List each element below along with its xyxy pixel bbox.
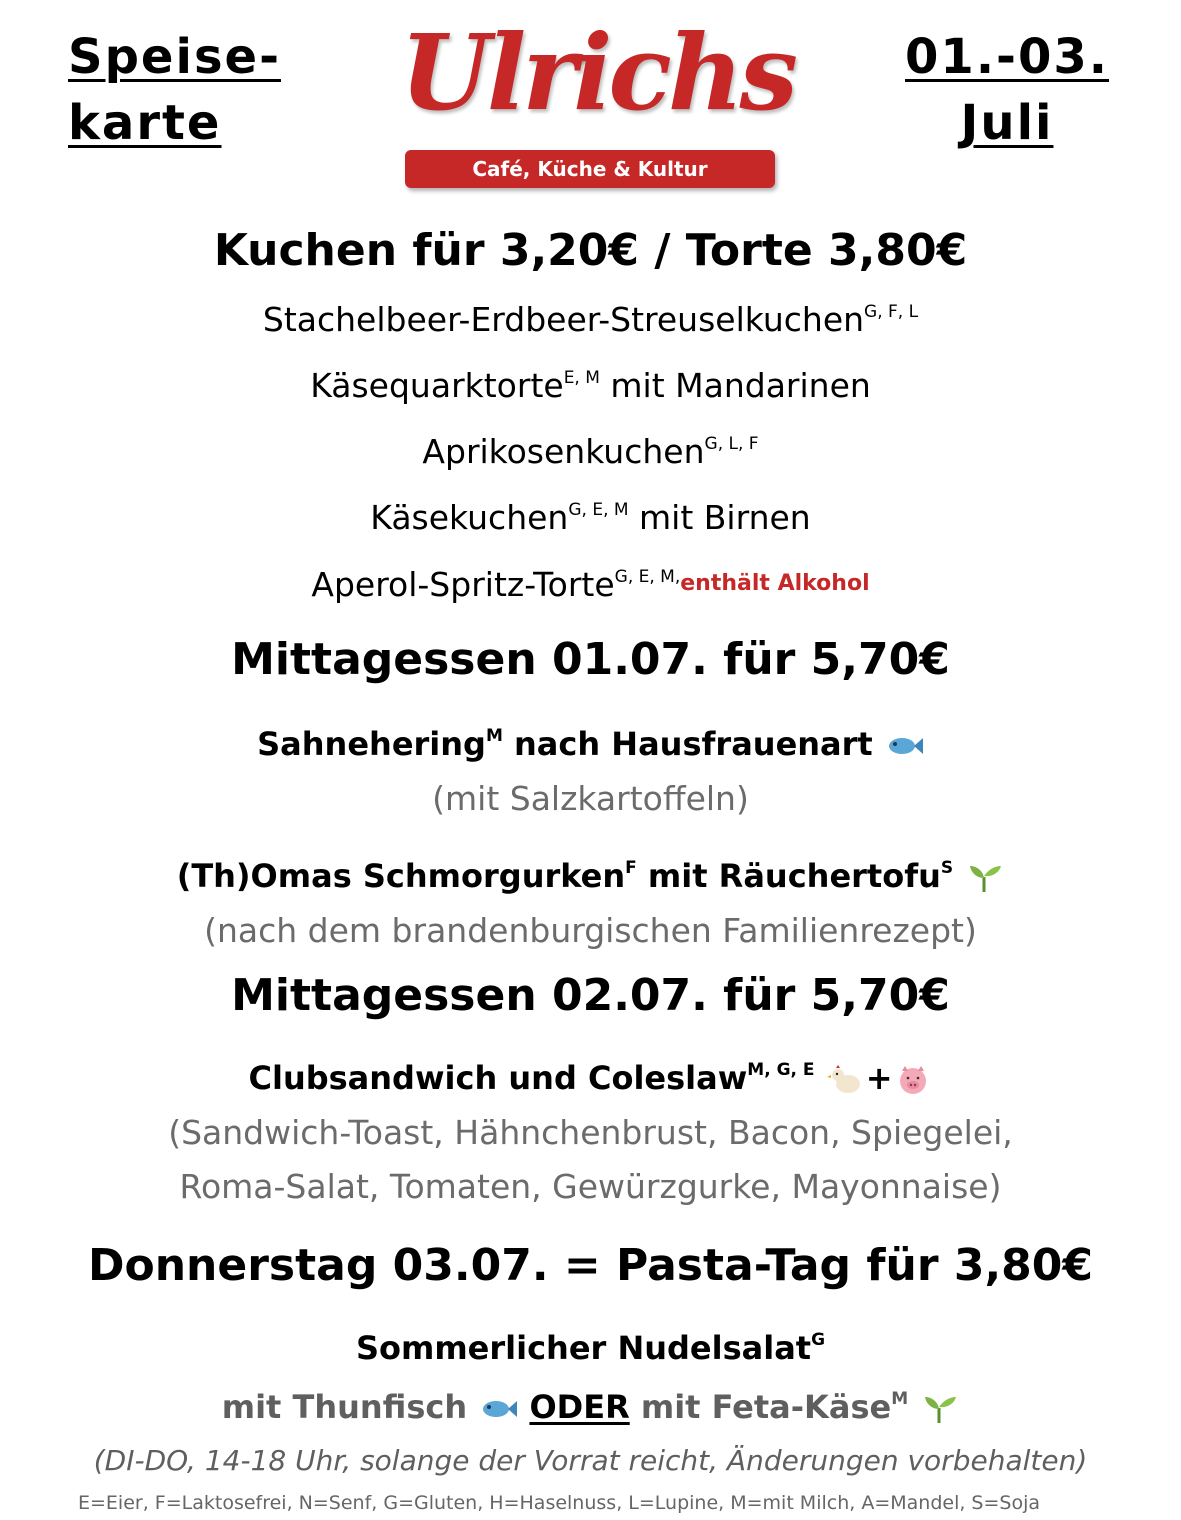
logo-wordmark: Ulrichs (400, 11, 794, 134)
menu-title-line1: Speise- (68, 29, 281, 85)
pasta-heading: Donnerstag 03.07. = Pasta-Tag für 3,80€ (87, 1240, 1094, 1291)
cake-item: Aperol-Spritz-Torte$^{G, E, M,}$enthält Alkohol (311, 565, 870, 604)
lunch1-dish2-sub: (nach dem brandenburgischen Familienrezept) (204, 911, 977, 950)
allergen-sup: E, M (563, 368, 600, 388)
cakes-heading: Kuchen für 3,20€ / Torte 3,80€ (213, 225, 968, 276)
lunch1-heading: Mittagessen 01.07. für 5,70€ (231, 634, 950, 685)
cake-item: Stachelbeer-Erdbeer-Streuselkuchen$^{G, F, L}$ (262, 300, 919, 339)
menu-title (68, 24, 281, 156)
cake-item: Käsequarktorte$^{E, M}$ mit Mandarinen (310, 366, 871, 405)
allergen-sup: G, F, L (864, 302, 919, 322)
lunch2-heading: Mittagessen 02.07. für 5,70€ (231, 970, 950, 1021)
date-range-line2: Juli (960, 95, 1054, 151)
chicken-icon (826, 1065, 866, 1095)
allergen-sup: G, E, M, (614, 567, 681, 587)
lunch2-dish: Clubsandwich und Coleslaw$^{M, G, E}$ + (0, 1050, 1181, 1106)
alcohol-warning: enthält Alkohol (680, 571, 870, 596)
oder-label: ODER (529, 1388, 630, 1426)
seedling-icon (919, 1394, 959, 1424)
pasta-options: mit Thunfisch ODER mit Feta-Käse$^M$ (0, 1378, 1181, 1436)
allergen-sup: G, L, F (704, 434, 759, 454)
menu-content (0, 215, 1181, 1520)
lunch1-dish2: (Th)Omas Schmorgurken$^F$ mit Räuchertofu$^S$ (0, 848, 1181, 904)
logo-tagline: Café, Küche & Kultur (405, 150, 775, 188)
pasta-dish: Sommerlicher Nudelsalat$^G$ (355, 1329, 826, 1367)
menu-title-line2: karte (68, 95, 222, 151)
date-range-line1: 01.-03. (905, 29, 1109, 85)
lunch1-dish1-sub: (mit Salzkartoffeln) (432, 779, 749, 818)
lunch1-dish1: Sahnehering$^M$ nach Hausfrauenart (0, 716, 1181, 772)
cake-item: Käsekuchen$^{G, E, M}$ mit Birnen (370, 498, 811, 537)
ulrichs-logo (400, 8, 794, 188)
pig-icon (893, 1065, 933, 1095)
lunch2-dish-sub1: (Sandwich-Toast, Hähnchenbrust, Bacon, Spiegelei, (168, 1113, 1013, 1152)
lunch2-dish-sub2: Roma-Salat, Tomaten, Gewürzgurke, Mayonnaise) (179, 1167, 1002, 1206)
seedling-icon (964, 863, 1004, 893)
cake-item: Aprikosenkuchen$^{G, L, F}$ (422, 432, 759, 471)
date-range (905, 24, 1109, 156)
fish-icon (478, 1394, 518, 1424)
availability-note: (DI-DO, 14-18 Uhr, solange der Vorrat reicht, Änderungen vorbehalten) (93, 1444, 1088, 1477)
fish-icon (884, 731, 924, 761)
allergen-legend: E=Eier, F=Laktosefrei, N=Senf, G=Gluten, H=Haselnuss, L=Lupine, M=mit Milch, A=Mandel, S=Soja (78, 1492, 1041, 1514)
allergen-sup: G, E, M (568, 500, 629, 520)
